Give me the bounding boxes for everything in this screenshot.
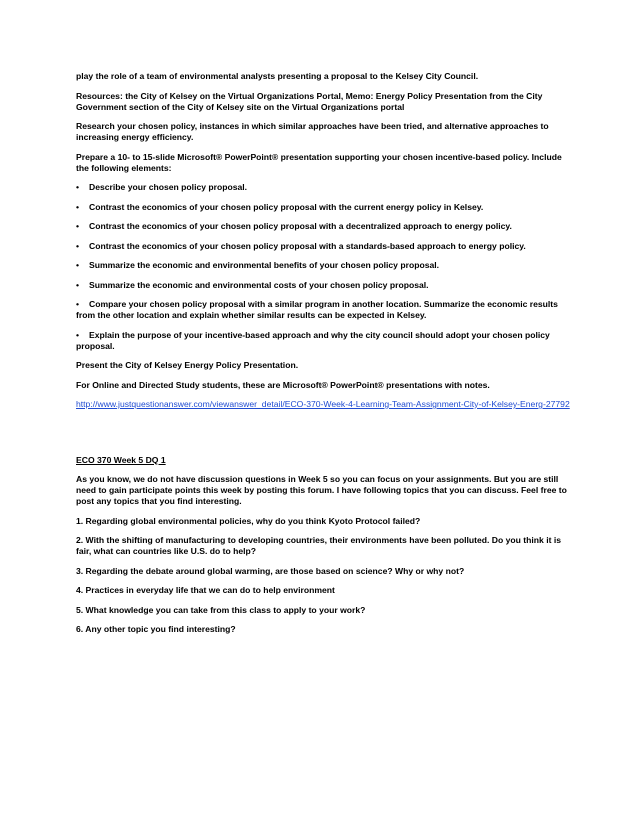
bullet-item: • Contrast the economics of your chosen policy proposal with the current energy policy in Kelsey. xyxy=(76,202,576,213)
dq-heading: ECO 370 Week 5 DQ 1 xyxy=(76,454,166,465)
dq-intro-paragraph: As you know, we do not have discussion questions in Week 5 so you can focus on your assignments. But you are still need to gain participate points this week by posting this forum. I have following topics that you can discuss. Feel free to post any topics that you find interesting. xyxy=(76,474,567,506)
intro-paragraph: play the role of a team of environmental analysts presenting a proposal to the Kelsey City Council. xyxy=(76,71,479,81)
question-item: 4. Practices in everyday life that we can do to help environment xyxy=(76,585,335,595)
research-paragraph: Research your chosen policy, instances in which similar approaches have been tried, and alternative approaches to increasing energy efficiency. xyxy=(76,121,549,142)
section-spacer xyxy=(76,419,576,455)
online-note-paragraph: For Online and Directed Study students, these are Microsoft® PowerPoint® presentations with notes. xyxy=(76,379,490,390)
question-item: 5. What knowledge you can take from this class to apply to your work? xyxy=(76,604,366,615)
question-item: 6. Any other topic you find interesting? xyxy=(76,624,236,634)
prepare-paragraph: Prepare a 10- to 15-slide Microsoft® PowerPoint® presentation supporting your chosen incentive-based policy. Include the following elements: xyxy=(76,151,562,173)
question-item: 2. With the shifting of manufacturing to developing countries, their environments have been polluted. Do you think it is fair, what can countries like U.S. do to help? xyxy=(76,535,562,556)
assignment-link[interactable]: http://www.justquestionanswer.com/viewanswer_detail/ECO-370-Week-4-Learning-Team-Assignment-City-of-Kelsey-Energ-27792 xyxy=(76,399,570,409)
document-body xyxy=(76,71,576,644)
bullet-item: • Contrast the economics of your chosen policy proposal with a standards-based approach to energy policy. xyxy=(76,241,576,252)
question-item: 1. Regarding global environmental policies, why do you think Kyoto Protocol failed? xyxy=(76,515,421,526)
bullet-item: • Summarize the economic and environmental costs of your chosen policy proposal. xyxy=(76,280,576,291)
bullet-item: • Describe your chosen policy proposal. xyxy=(76,182,576,193)
bullet-item: • Compare your chosen policy proposal with a similar program in another location. Summarize the economic results from the other location and explain whether similar results can be expected in Kelsey. xyxy=(76,299,576,321)
present-paragraph: Present the City of Kelsey Energy Policy Presentation. xyxy=(76,360,299,370)
bullet-item: • Explain the purpose of your incentive-based approach and why the city council should adopt your chosen policy proposal. xyxy=(76,330,576,352)
bullet-item: • Summarize the economic and environmental benefits of your chosen policy proposal. xyxy=(76,260,576,271)
resources-paragraph: Resources: the City of Kelsey on the Virtual Organizations Portal, Memo: Energy Policy Presentation from the City Government section of the City of Kelsey site on the Virtual Organizations portal xyxy=(76,90,543,112)
bullet-item: • Contrast the economics of your chosen policy proposal with a decentralized approach to energy policy. xyxy=(76,221,576,232)
question-item: 3. Regarding the debate around global warming, are those based on science? Why or why not? xyxy=(76,565,465,576)
